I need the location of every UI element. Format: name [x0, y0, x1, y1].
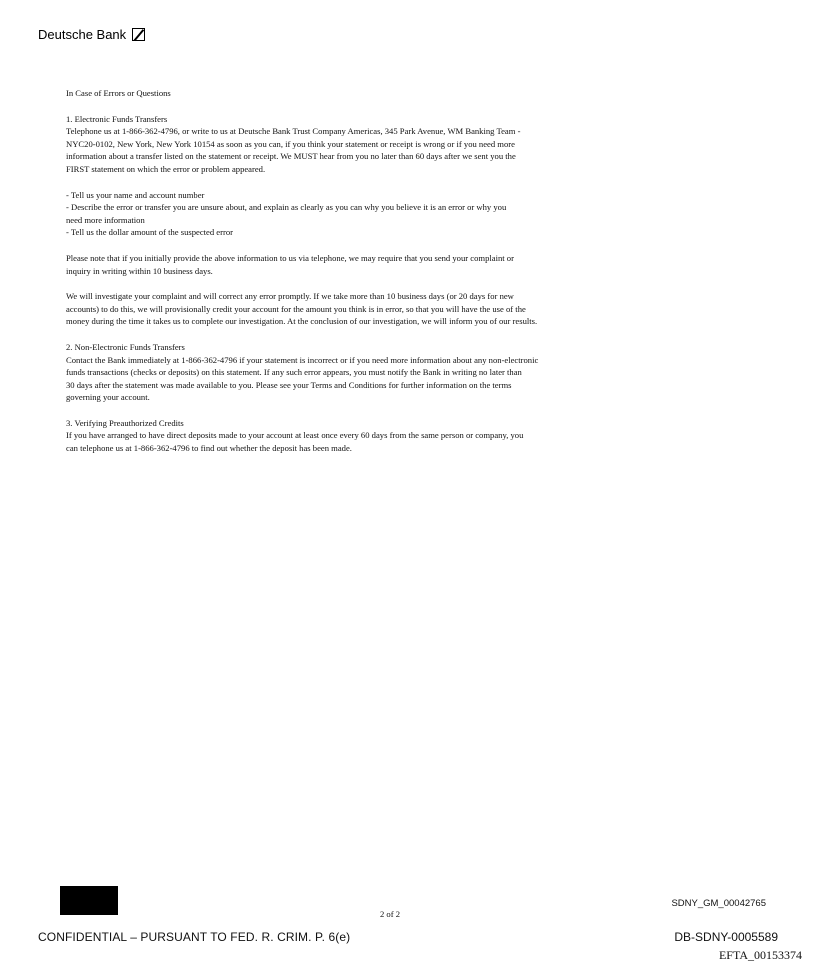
confidentiality-notice: CONFIDENTIAL – PURSUANT TO FED. R. CRIM. P. 6(e): [38, 930, 351, 944]
document-heading: In Case of Errors or Questions: [66, 88, 171, 98]
instruction-list: [66, 189, 646, 239]
header-logo: [38, 27, 145, 42]
page-number: 2 of 2: [379, 909, 401, 919]
document-body: [66, 87, 646, 468]
section-title: 1. Electronic Funds Transfers: [66, 113, 168, 124]
paragraph-line: If you have arranged to have direct deposits made to your account at least once every 60 days from the same person or company, you: [66, 430, 524, 441]
paragraph-line: accounts) to do this, we will provisionally credit your account for the amount you think is in error, so that you will have the use of the: [66, 303, 526, 314]
paragraph-line: money during the time it takes us to complete our investigation. At the conclusion of our investigation, we will inform you of our results.: [66, 316, 538, 327]
paragraph-line: We will investigate your complaint and will correct any error promptly. If we take more than 10 business days (or 20 days for new: [66, 291, 514, 302]
paragraph-line: governing your account.: [66, 392, 150, 403]
paragraph-line: information about a transfer listed on the statement or receipt. We MUST hear from you no later than 60 days after we sent you the: [66, 151, 516, 162]
bates-number-efta: EFTA_00153374: [718, 948, 802, 962]
paragraph-line: NYC20-0102, New York, New York 10154 as soon as you can, if you think your statement or receipt is wrong or if you need more: [66, 138, 515, 149]
list-item: - Tell us your name and account number: [66, 189, 205, 200]
paragraph-line: Contact the Bank immediately at 1-866-362-4796 if your statement is incorrect or if you need more information about any non-electronic: [66, 354, 539, 365]
telephone-note: [66, 252, 646, 277]
list-item: need more information: [66, 214, 145, 225]
investigation-paragraph: [66, 290, 646, 328]
paragraph-line: Telephone us at 1-866-362-4796, or write to us at Deutsche Bank Trust Company Americas, 345 Park Avenue, WM Banking Team -: [66, 126, 521, 137]
deutsche-bank-logo-icon: [132, 28, 145, 41]
section-non-electronic-transfers: [66, 341, 646, 404]
paragraph-line: funds transactions (checks or deposits) on this statement. If any such error appears, you must notify the Bank in writing no later than: [66, 367, 522, 378]
paragraph-line: can telephone us at 1-866-362-4796 to find out whether the deposit has been made.: [66, 443, 352, 454]
bates-number-gm: SDNY_GM_00042765: [671, 898, 766, 909]
list-item: - Tell us the dollar amount of the suspected error: [66, 227, 234, 238]
section-preauthorized-credits: [66, 417, 646, 455]
paragraph-line: inquiry in writing within 10 business days.: [66, 265, 213, 276]
section-title: 3. Verifying Preauthorized Credits: [66, 417, 184, 428]
bates-number-db: DB-SDNY-0005589: [674, 930, 778, 944]
paragraph-line: FIRST statement on which the error or problem appeared.: [66, 163, 266, 174]
section-electronic-transfers: [66, 113, 646, 176]
brand-name: Deutsche Bank: [38, 27, 127, 42]
section-title: 2. Non-Electronic Funds Transfers: [66, 341, 185, 352]
paragraph-line: Please note that if you initially provide the above information to us via telephone, we may require that you send your complaint or: [66, 252, 514, 263]
list-item: - Describe the error or transfer you are unsure about, and explain as clearly as you can why you believe it is an error or why you: [66, 202, 507, 213]
paragraph-line: 30 days after the statement was made available to you. Please see your Terms and Conditions for further information on the terms: [66, 379, 512, 390]
